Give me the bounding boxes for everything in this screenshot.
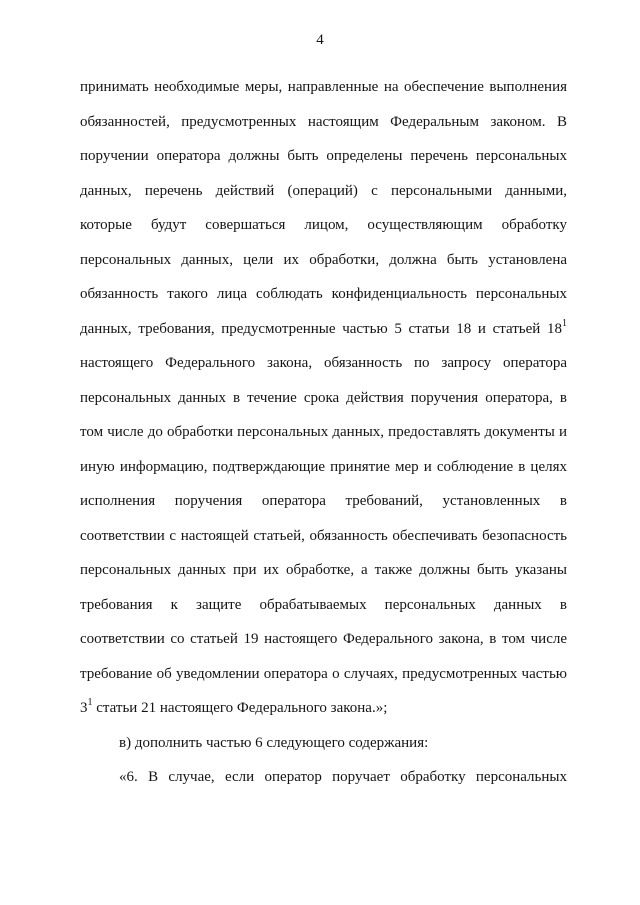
text-line-content: данных, требования, предусмотренные частью 5 статьи 18 и статьей 18 — [80, 320, 562, 337]
text-line: соответствии со статьей 19 настоящего Федерального закона, в том числе — [80, 631, 567, 647]
text-line: принимать необходимые меры, направленные на обеспечение выполнения — [80, 79, 567, 95]
text-line: персональных данных при их обработке, а также должны быть указаны — [80, 562, 567, 578]
text-line: требование об уведомлении оператора о случаях, предусмотренных частью — [80, 665, 567, 682]
paragraph-amendment-item: в) дополнить частью 6 следующего содержания: — [119, 734, 429, 751]
page-number: 4 — [316, 32, 324, 48]
superscript: 1 — [87, 697, 93, 708]
text-line: которые будут совершаться лицом, осуществляющим обработку — [80, 217, 567, 233]
paragraph-part-6-start: «6. В случае, если оператор поручает обработку персональных — [119, 769, 567, 785]
text-line: поручении оператора должны быть определены перечень персональных — [80, 148, 567, 164]
text-line: иную информацию, подтверждающие принятие мер и соблюдение в целях — [80, 458, 567, 475]
paragraph-operator-instruction — [80, 70, 567, 726]
text-line: соответствии с настоящей статьей, обязанность обеспечивать безопасность — [80, 527, 567, 544]
text-line-content: статьи 21 настоящего Федерального закона.»; — [92, 700, 388, 716]
document-body — [80, 70, 567, 795]
part-number: 3 — [80, 700, 88, 716]
text-line: обязанностей, предусмотренных настоящим Федеральным законом. В — [80, 113, 567, 130]
text-line: настоящего Федерального закона, обязанность по запросу оператора — [80, 355, 567, 371]
text-line: исполнения поручения оператора требований, установленных в — [80, 493, 567, 509]
text-line: том числе до обработки персональных данных, предоставлять документы и — [80, 424, 567, 440]
text-line: требования к защите обрабатываемых персональных данных в — [80, 596, 567, 613]
text-line: данных, перечень действий (операций) с персональными данными, — [80, 182, 567, 199]
text-line: персональных данных, цели их обработки, должна быть установлена — [80, 251, 567, 268]
text-line: персональных данных в течение срока действия поручения оператора, в — [80, 389, 567, 406]
text-line-last — [80, 691, 567, 726]
text-line-with-superscript — [80, 312, 567, 347]
superscript: 1 — [562, 317, 567, 329]
text-line: обязанность такого лица соблюдать конфиденциальность персональных — [80, 286, 567, 302]
